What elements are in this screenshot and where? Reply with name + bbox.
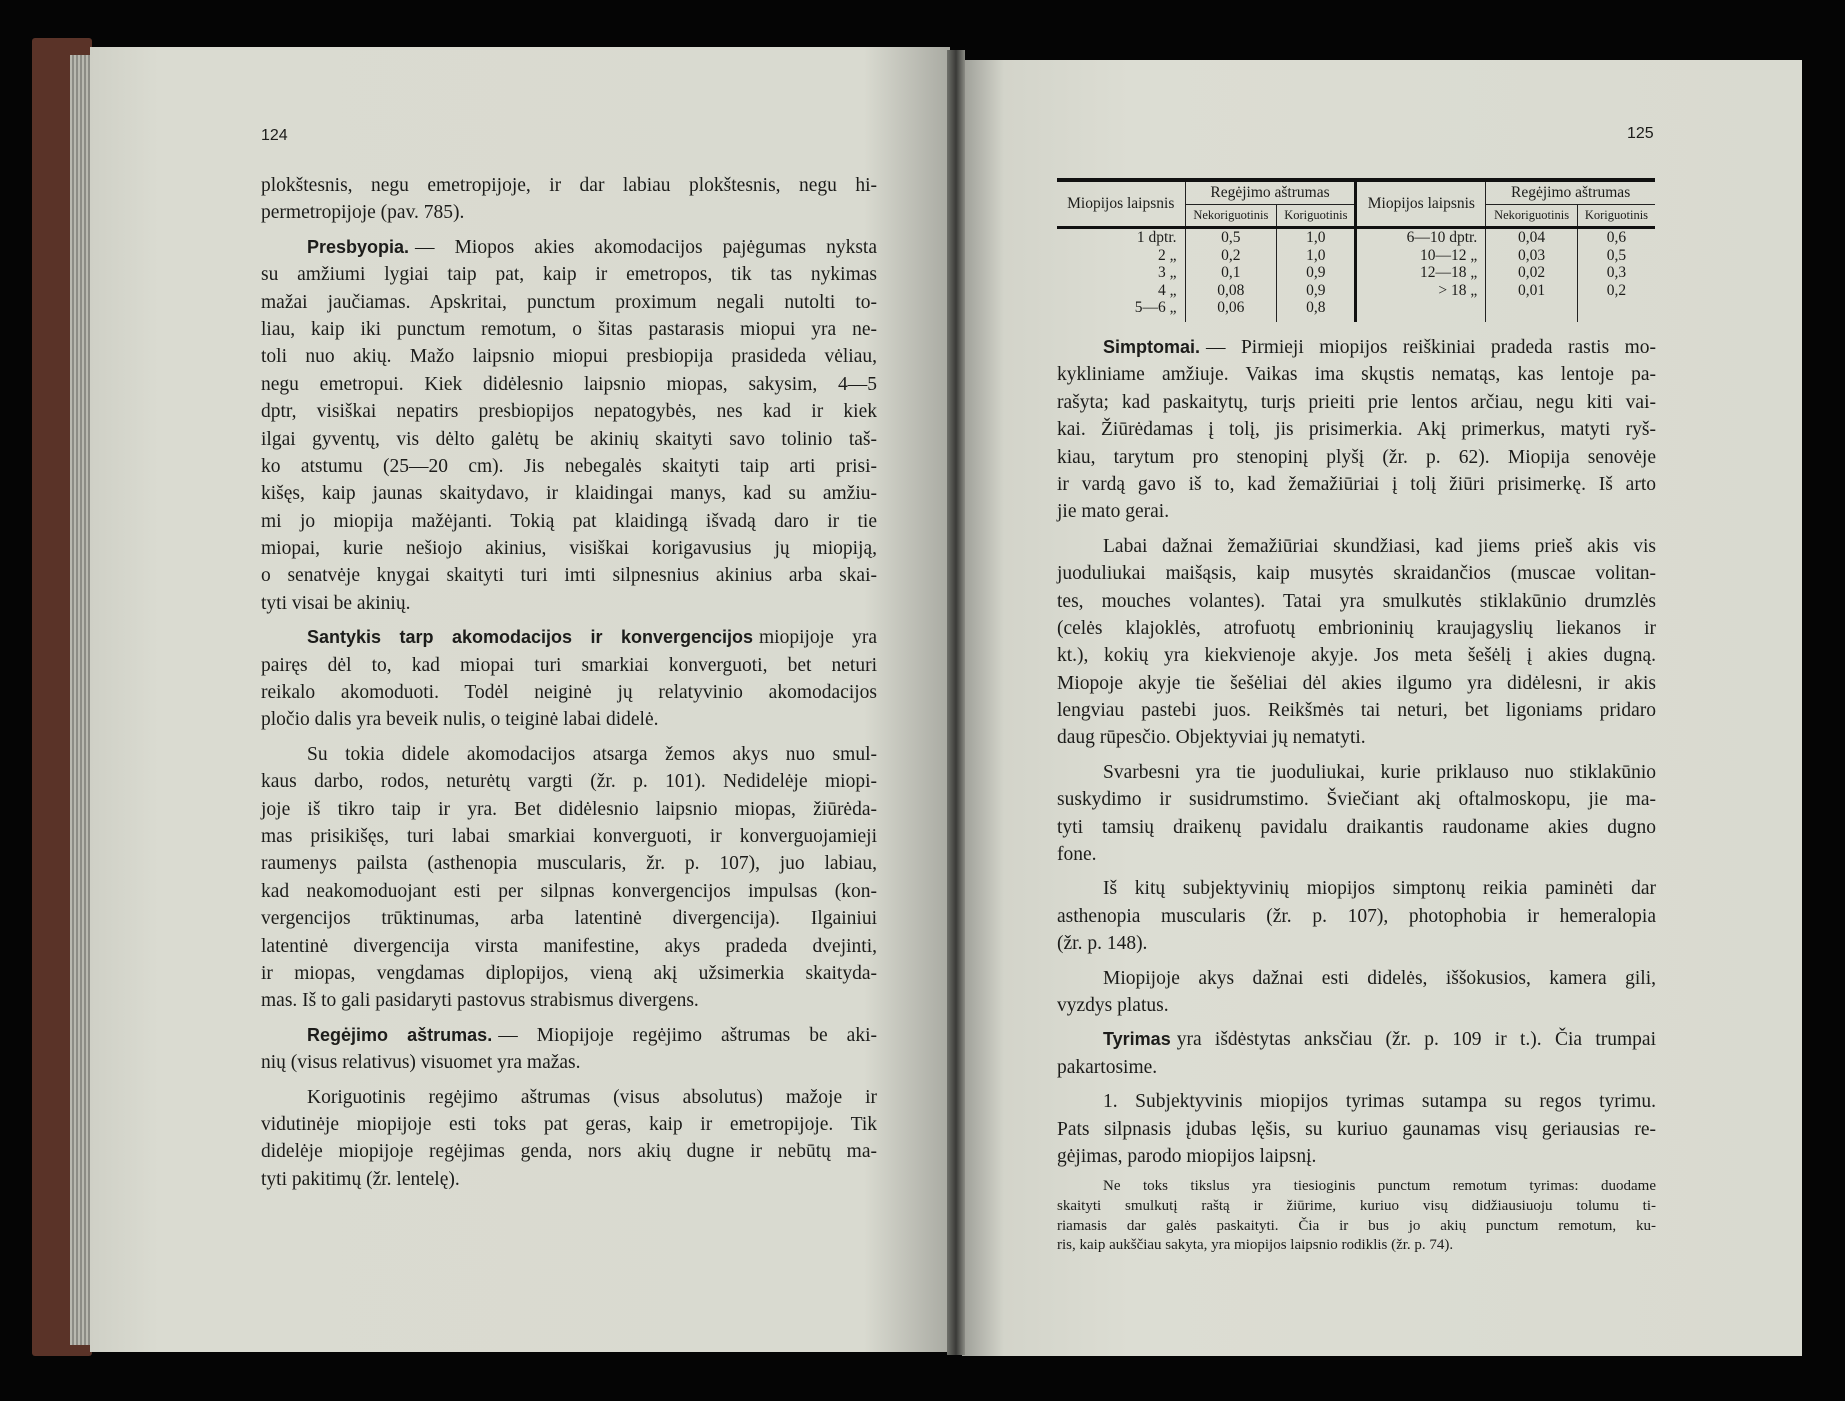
line-text: Svarbesni yra tie juoduliukai, kurie priklauso nuo stiklakūnio [1103, 761, 1656, 783]
line-text: kaus darbo, rodos, neturėtų vargti (žr. p. 101). Nedidelėje miopi- [261, 771, 877, 793]
corrected-cell: 0,3 [1577, 264, 1655, 282]
text-line [261, 1166, 877, 1193]
paragraph [261, 172, 877, 227]
line-text: Miopoje akyje tie šešėliai dėl akies ilgumo yra didėlesni, ir akis [1057, 672, 1656, 694]
section-heading: Regėjimo aštrumas. [307, 1024, 493, 1045]
uncorrected-cell: 0,04 [1486, 228, 1578, 247]
text-line [261, 508, 877, 535]
line-text: miopai, kurie nešiojo akinius, visiškai korigavusius jų miopiją, [261, 538, 877, 560]
text-line [1057, 697, 1656, 724]
line-text: Labai dažnai žemažiūriai skundžiasi, kad jiems prieš akis vis [1103, 535, 1656, 557]
small-print-line: ris, kaip aukščiau sakyta, yra miopijos laipsnio rodiklis (žr. p. 74). [1057, 1237, 1454, 1254]
line-text: Pats silpnasis įdubas lęšis, su kuriuo gaunamas visų geriausias re- [1057, 1118, 1656, 1140]
table-row [1057, 264, 1655, 282]
text-line [261, 905, 877, 932]
line-text: suskydimo ir susidrumstimo. Šviečiant akį oftalmoskopu, jie ma- [1057, 789, 1656, 811]
paragraph [1057, 1088, 1656, 1170]
paragraph [1057, 334, 1656, 526]
small-print-line: skaityti smulkutį raštą ir žiūrime, kuriuo visų didžiausiuoju tolumu ti- [1057, 1197, 1656, 1214]
text-line [261, 426, 877, 453]
text-line [261, 1022, 877, 1049]
table-row [1057, 247, 1655, 265]
paragraph [1057, 533, 1656, 752]
text-line [261, 987, 877, 1014]
line-text: ir miopas, vengdamas diplopijos, vieną akį užsimerkia skaityda- [261, 962, 877, 984]
line-text: ko atstumu (25—20 cm). Jis nebegalės skaityti taip arti prisi- [261, 455, 877, 477]
text-line [261, 289, 877, 316]
line-text: tyti pakitimų (žr. lentelę). [261, 1168, 460, 1190]
text-line [261, 933, 877, 960]
text-line [261, 679, 877, 706]
header-uncorrected: Nekoriguotinis [1185, 204, 1277, 228]
line-text: (celės klajoklės, atrofuotų embrioninių kraujagyslių liekanos ir [1057, 617, 1656, 639]
text-line [1057, 1116, 1656, 1143]
text-line [1057, 498, 1656, 525]
line-text: didelėje miopijoje regėjimas genda, nors akių dugne ir nebūtų ma- [261, 1141, 877, 1163]
line-text: pairęs dėl to, kad miopai turi smarkiai konverguoti, bet neturi [261, 654, 877, 676]
line-text: (žr. p. 148). [1057, 933, 1148, 955]
line-text: vidutinėje miopijoje esti toks pat geras, kaip ir emetropijoje. Tik [261, 1113, 877, 1135]
uncorrected-cell: 0,2 [1185, 247, 1277, 265]
text-line [261, 652, 877, 679]
line-text: raumenys pailsta (asthenopia muscularis, žr. p. 107), juo labiau, [261, 853, 877, 875]
line-text: liau, kaip iki punctum remotum, o šitas pastarasis miopui yra ne- [261, 318, 877, 340]
book-gutter [947, 50, 965, 1355]
text-line [1057, 786, 1656, 813]
text-line [261, 316, 877, 343]
line-text: pločio dalis yra beveik nulis, o teiginė labai didelė. [261, 709, 659, 731]
text-line [1057, 334, 1656, 361]
paragraph [1057, 965, 1656, 1020]
text-line [1057, 965, 1656, 992]
text-line [261, 823, 877, 850]
line-text: daug rūpesčio. Objektyviai jų nematyti. [1057, 727, 1366, 749]
header-degree-2: Miopijos laipsnis [1356, 180, 1486, 228]
uncorrected-cell: 0,06 [1185, 299, 1277, 322]
text-line [1057, 588, 1656, 615]
table-row [1057, 282, 1655, 300]
line-text: — Pirmieji miopijos reiškiniai pradeda rastis mo- [1206, 337, 1656, 358]
header-degree: Miopijos laipsnis [1057, 180, 1185, 228]
line-text: miopijoje yra [759, 627, 877, 649]
line-text: dptr, visiškai nepatirs presbiopijos nepatogybės, nes kad ir kiek [261, 401, 877, 423]
text-line [1057, 1143, 1656, 1170]
line-text: — Miopos akies akomodacijos pajėgumas nyksta [415, 236, 877, 258]
table-row [1057, 228, 1655, 247]
text-line [1057, 444, 1656, 471]
line-text: mas. Iš to gali pasidaryti pastovus strabismus divergens. [261, 990, 699, 1012]
line-text: vergencijos trūktinumas, arba latentinė divergencija). Ilgainiui [261, 908, 877, 930]
text-line [261, 1084, 877, 1111]
header-uncorrected-2: Nekoriguotinis [1486, 204, 1578, 228]
section-heading: Santykis tarp akomodacijos ir konvergencijos [307, 627, 753, 648]
text-line [261, 624, 877, 651]
text-line [261, 960, 877, 987]
line-text: lengviau pastebi juos. Reikšmės tai neturi, bet ligoniams pridaro [1057, 700, 1656, 722]
line-text: joje iš tikro taip ir yra. Bet didėlesnio laipsnio miopas, žiūrėda- [261, 798, 877, 820]
line-text: reikalo akomoduoti. Todėl neiginė jų relatyvinio akomodacijos [261, 682, 877, 704]
text-line [1057, 903, 1656, 930]
line-text: yra išdėstytas anksčiau (žr. p. 109 ir t.). Čia trumpai [1176, 1029, 1656, 1051]
section-heading: Simptomai. [1103, 337, 1201, 357]
corrected-cell: 1,0 [1277, 247, 1356, 265]
line-text: kiau, tarytum pro stenopinį plyšį (žr. p. 62). Miopija senovėje [1057, 446, 1656, 468]
text-line [261, 343, 877, 370]
line-text: gėjimas, parodo miopijos laipsnį. [1057, 1145, 1317, 1167]
header-acuity-2: Regėjimo aštrumas [1486, 180, 1655, 204]
line-text: juoduliukai maišąsis, kaip musytės skraidančios (muscae volitan- [1057, 563, 1656, 585]
text-line [261, 371, 877, 398]
line-text: kt.), kokių yra kiekvienoje akyje. Jos meta šešėlį į akies dugną. [1057, 645, 1656, 667]
line-text: Koriguotinis regėjimo aštrumas (visus absolutus) mažoje ir [307, 1086, 877, 1108]
text-line [1057, 814, 1656, 841]
degree-cell: 1 dptr. [1136, 229, 1177, 246]
page-number-right: 125 [1627, 125, 1654, 142]
degree-cell: 2 „ [1158, 246, 1177, 264]
corrected-cell: 0,9 [1277, 264, 1356, 282]
line-text: ir vardą gavo iš to, kad žemažiūriai į tolį žiūri prisimerkę. Iš arto [1057, 473, 1656, 495]
text-line [1057, 759, 1656, 786]
text-line [261, 706, 877, 733]
text-line [1057, 1088, 1656, 1115]
text-line [261, 878, 877, 905]
line-text: asthenopia muscularis (žr. p. 107), photophobia ir hemeralopia [1057, 905, 1656, 927]
degree-cell: 3 „ [1158, 264, 1177, 281]
myopia-acuity-table [1057, 178, 1655, 322]
line-text: nių (visus relativus) visuomet yra mažas. [261, 1052, 581, 1074]
line-text: kišęs, kaip jaunas skaitydavo, ir klaidingai manys, kad su amžiu- [261, 483, 877, 505]
text-line [261, 535, 877, 562]
text-line [261, 453, 877, 480]
line-text: latentinė divergencija virsta manifestine, akys pradeda dvejinti, [261, 935, 877, 957]
text-line [261, 741, 877, 768]
line-text: ilgai gyventų, vis dėlto galėtų be akinių skaityti savo tolinio taš- [261, 428, 877, 450]
uncorrected-cell: 0,02 [1486, 264, 1578, 282]
page-number-left: 124 [261, 127, 288, 144]
paragraph [261, 741, 877, 1015]
uncorrected-cell: 0,1 [1185, 264, 1277, 282]
header-acuity: Regėjimo aštrumas [1185, 180, 1356, 204]
degree-cell [1356, 299, 1486, 322]
text-line [261, 1049, 877, 1076]
line-text: kai. Žiūrėdamas į tolį, jis prisimerkia. Akį primerkus, matyti ryš- [1057, 419, 1656, 441]
text-line [261, 850, 877, 877]
line-text: Miopijoje akys dažnai esti didelės, iššokusios, kamera gili, [1103, 967, 1656, 989]
small-print-note [1057, 1177, 1656, 1255]
degree-cell: 6—10 dptr. [1356, 228, 1486, 247]
paragraph [1057, 759, 1656, 869]
line-text: su amžiumi lygiai taip pat, kaip ir emetropos, tik tas nykimas [261, 264, 877, 286]
text-line [1057, 642, 1656, 669]
line-text: Su tokia didele akomodacijos atsarga žemos akys nuo smul- [307, 743, 877, 765]
line-text: mažai jaučiamas. Apskritai, punctum proximum negali nutolti to- [261, 291, 877, 313]
text-line [1057, 471, 1656, 498]
paragraph [261, 1022, 877, 1077]
line-text: fone. [1057, 844, 1097, 866]
corrected-cell: 0,9 [1277, 282, 1356, 300]
line-text: 1. Subjektyvinis miopijos tyrimas sutampa su regos tyrimu. [1103, 1091, 1656, 1113]
text-line [261, 1138, 877, 1165]
text-line [1057, 361, 1656, 388]
line-text: kad neakomoduojant esti per silpnas konvergencijos impulsas (kon- [261, 880, 877, 902]
text-line [1057, 416, 1656, 443]
uncorrected-cell: 0,03 [1486, 247, 1578, 265]
right-page-text [1057, 334, 1656, 1263]
section-heading: Tyrimas [1103, 1029, 1171, 1050]
paragraph [1057, 875, 1656, 957]
table-row [1057, 299, 1655, 322]
header-corrected: Koriguotinis [1277, 204, 1356, 228]
line-text: o senatvėje knygai skaityti turi imti silpnesnius akinius arba skai- [261, 565, 877, 587]
header-corrected-2: Koriguotinis [1577, 204, 1655, 228]
line-text: mas prisikišęs, turi labai smarkiai konverguoti, ir konverguojamieji [261, 825, 877, 847]
text-line [1057, 930, 1656, 957]
section-heading: Presbyopia. [307, 236, 410, 257]
text-line [261, 261, 877, 288]
text-line [261, 480, 877, 507]
text-line [261, 398, 877, 425]
degree-cell: 4 „ [1158, 281, 1177, 299]
line-text: pakartosime. [1057, 1056, 1158, 1078]
line-text: negu emetropui. Kiek didėlesnio laipsnio miopas, sakysim, 4—5 [261, 373, 877, 395]
small-print-line: riamasis dar galės paskaityti. Čia ir bus jo akių punctum remotum, ku- [1057, 1217, 1656, 1234]
line-text: plokštesnis, negu emetropijoje, ir dar labiau plokštesnis, negu hi- [261, 175, 877, 196]
line-text: Iš kitų subjektyvinių miopijos simptonų reikia paminėti dar [1103, 878, 1656, 900]
text-line [1057, 875, 1656, 902]
text-line [1057, 670, 1656, 697]
paragraph [261, 234, 877, 617]
line-text: tyti visai be akinių. [261, 592, 411, 614]
line-text: jie mato gerai. [1057, 501, 1170, 523]
left-page-text [261, 172, 877, 1200]
line-text: kykliniame amžiuje. Vaikas ima skųstis nematąs, kas lentoje pa- [1057, 364, 1656, 386]
text-line [1057, 724, 1656, 751]
text-line [1057, 1026, 1656, 1053]
text-line [1057, 992, 1656, 1019]
text-line [1057, 389, 1656, 416]
text-line [1057, 615, 1656, 642]
line-text: — Miopijoje regėjimo aštrumas be aki- [498, 1024, 878, 1046]
line-text: tes, mouches volantes). Tatai yra smulkutės stiklakūnio drumzlės [1057, 590, 1656, 612]
text-line [261, 590, 877, 617]
degree-cell: 5—6 „ [1134, 299, 1177, 316]
line-text: toli nuo akių. Mažo laipsnio miopui presbiopija prasideda vėliau, [261, 346, 877, 368]
small-print-line: Ne toks tikslus yra tiesioginis punctum remotum tyrimas: duodame [1103, 1178, 1656, 1195]
corrected-cell [1577, 299, 1655, 322]
text-line [261, 1111, 877, 1138]
line-text: permetropijoje (pav. 785). [261, 202, 465, 224]
corrected-cell: 0,6 [1577, 228, 1655, 247]
degree-cell: 10—12 „ [1356, 247, 1486, 265]
paragraph [1057, 1026, 1656, 1081]
text-line [1057, 560, 1656, 587]
text-line [261, 768, 877, 795]
paragraph [261, 1084, 877, 1194]
degree-cell: 12—18 „ [1356, 264, 1486, 282]
text-line [261, 199, 877, 226]
uncorrected-cell: 0,01 [1486, 282, 1578, 300]
line-text: vyzdys platus. [1057, 994, 1169, 1016]
text-line [261, 172, 877, 199]
text-line [261, 796, 877, 823]
corrected-cell: 0,8 [1277, 299, 1356, 322]
line-text: tyti tamsių draikenų pavidalu draikantis raudoname akies dugno [1057, 816, 1656, 838]
uncorrected-cell: 0,08 [1185, 282, 1277, 300]
paragraph [261, 624, 877, 734]
corrected-cell: 1,0 [1277, 228, 1356, 247]
line-text: rašyta; kad paskaitytų, turįs prieiti prie lentos arčiau, negu kiti vai- [1057, 391, 1656, 413]
corrected-cell: 0,5 [1577, 247, 1655, 265]
corrected-cell: 0,2 [1577, 282, 1655, 300]
line-text: mi jo miopija mažėjanti. Tokią pat klaidingą išvadą daro ir tie [261, 510, 877, 532]
uncorrected-cell [1486, 299, 1578, 322]
uncorrected-cell: 0,5 [1185, 228, 1277, 247]
text-line [1057, 533, 1656, 560]
text-line [1057, 841, 1656, 868]
text-line [261, 234, 877, 261]
text-line [261, 562, 877, 589]
degree-cell: > 18 „ [1356, 282, 1486, 300]
text-line [1057, 1054, 1656, 1081]
